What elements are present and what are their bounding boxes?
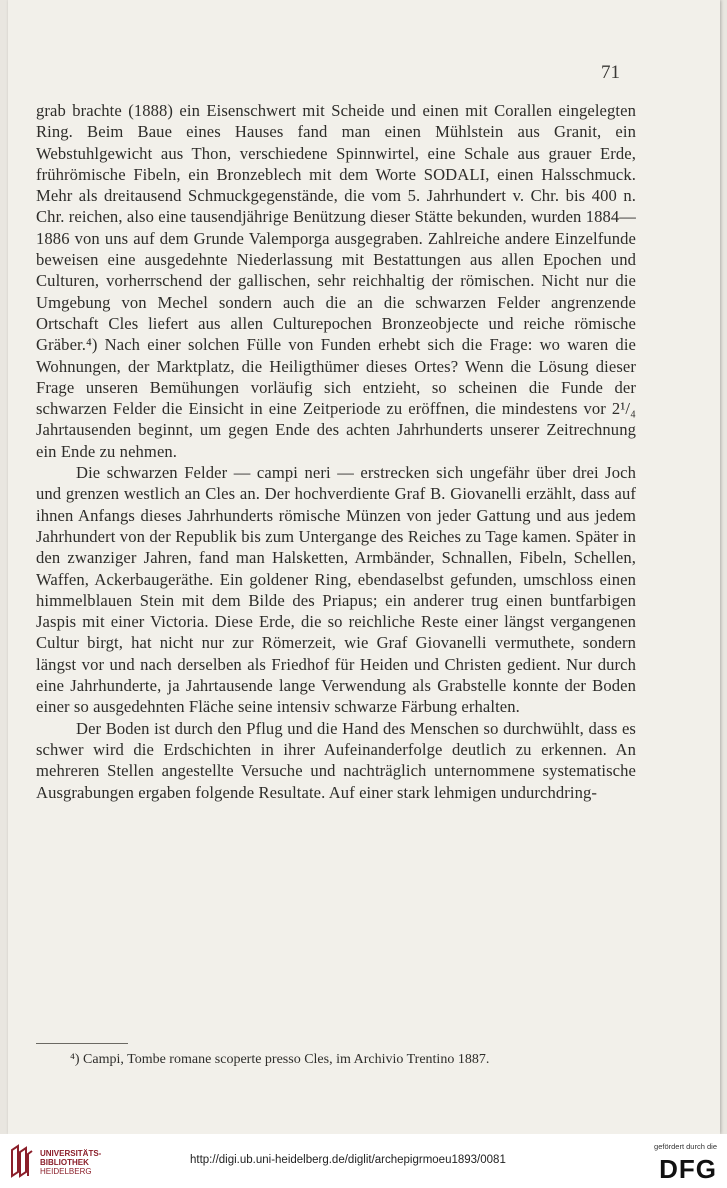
logo-line-3: HEIDELBERG (40, 1167, 92, 1176)
logo-line-2: BIBLIOTHEK (40, 1158, 89, 1167)
body-text (36, 100, 636, 803)
scanned-page (8, 0, 720, 1134)
permalink-url[interactable]: http://digi.ub.uni-heidelberg.de/diglit/archepigrmoeu1893/0081 (190, 1154, 506, 1166)
university-library-logo-icon (8, 1142, 34, 1180)
university-library-name (40, 1149, 101, 1176)
logo-line-1: UNIVERSITÄTS- (40, 1149, 102, 1158)
page-number: 71 (601, 62, 620, 83)
footnote-divider (36, 1043, 128, 1044)
paragraph-3: Der Boden ist durch den Pflug und die Hand des Menschen so durchwühlt, dass es schwer wird die Erdschichten in ihrer Aufeinanderfolge deutlich zu erkennen. An mehreren Stellen angestellte Versuche und nachträglich unternommene systematische Ausgrabungen ergaben folgende Resultate. Auf einer stark lehmigen undurchdring- (36, 718, 636, 802)
paragraph-2: Die schwarzen Felder — campi neri — erstrecken sich ungefähr über drei Joch und grenzen westlich an Cles an. Der hochverdiente Graf B. Giovanelli erzählt, dass auf ihnen Anfangs dieses Jahrhunderts römische Münzen von jeder Gattung und aus jedem Jahrhundert von der Republik bis zum Untergange des Reiches zu Tage kamen. Später in den zwanziger Jahren, fand man Halsketten, Armbänder, Schnallen, Fibeln, Schellen, Waffen, Ackerbaugeräthe. Ein goldener Ring, ebendaselbst gefunden, umschloss einen himmelblauen Stein mit dem Bilde des Priapus; ein anderer trug einen buntfarbigen Jaspis mit einer Victoria. Diese Erde, die so reichliche Reste einer längst vergangenen Cultur birgt, hat nicht nur zur Römerzeit, wie Graf Giovanelli vermuthete, sondern längst vor und nach derselben als Friedhof für Heiden und Christen gedient. Nur durch eine Jahrhunderte, ja Jahrtausende lange Verwendung als Grabstelle konnte der Boden einer so ausgedehnten Fläche seine intensiv schwarze Färbung erhalten. (36, 463, 636, 717)
viewer-footer (0, 1134, 727, 1188)
paragraph-1: grab brachte (1888) ein Eisenschwert mit Scheide und einen mit Corallen eingelegten Ring. Beim Baue eines Hauses fand man einen Mühlstein aus Granit, ein Webstuhlgewicht aus Thon, verschiedene Spinnwirtel, eine Schale aus grauer Erde, frührömische Fibeln, ein Bronzeblech mit dem Worte SODALI, einen Halsschmuck. Mehr als dreitausend Schmuckgegenstände, die vom 5. Jahrhundert v. Chr. bis 400 n. Chr. reichen, also eine tausendjährige Benützung dieser Stätte bekunden, wurden 1884—1886 von uns auf dem Grunde Valemporga ausgegraben. Zahlreiche andere Einzelfunde beweisen eine ausgedehnte Niederlassung mit Bestattungen aus allen Epochen und Culturen, vorherrschend der gallischen, sehr reichhaltig der römischen. Nicht nur die Umgebung von Mechel sondern auch die an die schwarzen Felder angrenzende Ortschaft Cles liefert aus allen Culturepochen Bronzeobjecte und reiche römische Gräber.⁴) Nach einer solchen Fülle von Funden erhebt sich die Frage: wo waren die Wohnungen, der Marktplatz, die Heiligthümer dieses Ortes? Wenn die Lösung dieser Frage unseren Bemühungen vorläufig sich entzieht, so scheinen die Funde der schwarzen Felder die Einsicht in eine Zeitperiode zu eröffnen, die mindestens vor 2¹/₄ Jahrtausenden beginnt, um gegen Ende des achten Jahrhunderts unserer Zeitrechnung ein Ende zu nehmen. (36, 101, 636, 461)
dfg-logo: DFG (659, 1154, 717, 1184)
funded-by-label: gefördert durch die (654, 1142, 717, 1151)
footnote: ⁴) Campi, Tombe romane scoperte presso Cles, im Archivio Trentino 1887. (70, 1052, 490, 1067)
